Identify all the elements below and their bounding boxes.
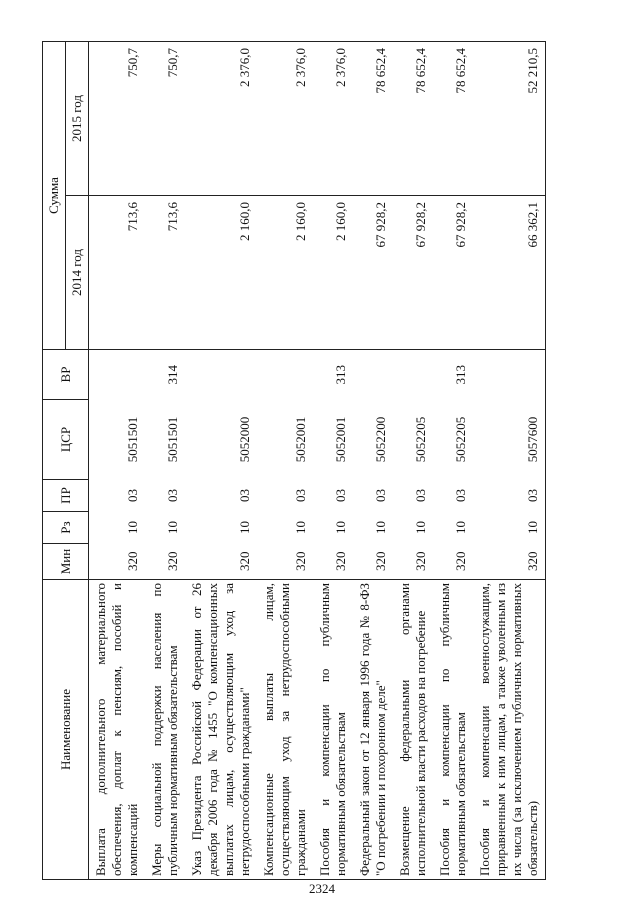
- table-row: [145, 42, 185, 880]
- row-rz: 10: [125, 521, 140, 534]
- table-body: [89, 42, 546, 880]
- row-rz: 10: [413, 521, 428, 534]
- table-row: [313, 42, 353, 880]
- row-vr: [473, 350, 546, 400]
- row-csr: 5052001: [333, 416, 348, 463]
- row-pr: 03: [125, 489, 140, 502]
- row-pr: 03: [293, 489, 308, 502]
- row-sum-2015: 2 376,0: [185, 42, 257, 196]
- rotated-page: [42, 42, 602, 902]
- row-sum-2014: 2 160,0: [313, 196, 353, 350]
- row-sum-2014: 67 928,2: [433, 196, 473, 350]
- row-vr: [257, 350, 313, 400]
- row-csr: 5051501: [165, 416, 180, 463]
- row-sum-2015: 78 652,4: [393, 42, 433, 196]
- row-pr: 03: [333, 489, 348, 502]
- table-row: [353, 42, 393, 880]
- row-vr: 314: [145, 350, 185, 400]
- table-row: [257, 42, 313, 880]
- row-vr: [89, 350, 146, 400]
- row-min: 320: [453, 551, 468, 571]
- row-min: 320: [165, 551, 180, 571]
- row-rz: 10: [165, 521, 180, 534]
- row-name: Меры социальной поддержки населения по публичным нормативным обязательствам: [145, 580, 185, 880]
- row-sum-2015: 750,7: [89, 42, 146, 196]
- row-sum-2015: 52 210,5: [473, 42, 546, 196]
- row-csr: 5052205: [413, 416, 428, 463]
- row-rz: 10: [293, 521, 308, 534]
- row-pr: 03: [165, 489, 180, 502]
- table-header: [43, 42, 89, 880]
- row-min: 320: [473, 544, 546, 580]
- page-number-text: 2324: [309, 881, 335, 897]
- row-min: 320: [333, 551, 348, 571]
- row-sum-2015: 78 652,4: [433, 42, 473, 196]
- row-sum-2014: 66 362,1: [473, 196, 546, 350]
- row-rz: 10: [473, 512, 546, 544]
- row-vr: [393, 350, 433, 400]
- row-name: Возмещение федеральными органами исполнительной власти расходов на погребение: [393, 580, 433, 880]
- row-min: 320: [125, 551, 140, 571]
- row-min: 320: [413, 551, 428, 571]
- row-csr: 5057600: [473, 400, 546, 480]
- header-rz: Рз: [43, 512, 89, 544]
- row-sum-2015: 78 652,4: [353, 42, 393, 196]
- row-min: 320: [237, 551, 252, 571]
- row-pr: 03: [473, 480, 546, 512]
- table-row: [89, 42, 146, 880]
- row-rz: 10: [333, 521, 348, 534]
- row-rz: 10: [373, 521, 388, 534]
- row-name: Пособия и компенсации по публичным нормативным обязательствам: [313, 580, 353, 880]
- row-sum-2014: 2 160,0: [185, 196, 257, 350]
- header-pr: ПР: [43, 480, 89, 512]
- row-name: Указ Президента Российской Федерации от 26 декабря 2006 года № 1455 "О компенсационных выплатах лицам, осуществляющим уход за нетрудоспособными гражданами": [185, 580, 257, 880]
- row-vr: [185, 350, 257, 400]
- row-sum-2015: 2 376,0: [313, 42, 353, 196]
- row-pr: 03: [373, 489, 388, 502]
- header-csr: ЦСР: [43, 400, 89, 480]
- row-pr: 03: [413, 489, 428, 502]
- row-sum-2015: 750,7: [145, 42, 185, 196]
- row-vr: 313: [433, 350, 473, 400]
- header-min: Мин: [43, 544, 89, 580]
- table-row: [473, 42, 546, 880]
- header-summa: Сумма: [43, 42, 66, 350]
- table-row: [185, 42, 257, 880]
- row-rz: 10: [237, 521, 252, 534]
- table-row: [433, 42, 473, 880]
- row-min: 320: [293, 551, 308, 571]
- row-vr: [353, 350, 393, 400]
- row-name: Выплата дополнительного материального обеспечения, доплат к пенсиям, пособий и компенсаций: [89, 580, 146, 880]
- row-min: 320: [373, 551, 388, 571]
- row-csr: 5052001: [293, 416, 308, 463]
- table-row: [393, 42, 433, 880]
- row-sum-2015: 2 376,0: [257, 42, 313, 196]
- header-vr: ВР: [43, 350, 89, 400]
- row-csr: 5051501: [125, 416, 140, 463]
- row-name: Пособия и компенсации по публичным нормативным обязательствам: [433, 580, 473, 880]
- row-name: Компенсационные выплаты лицам, осуществляющим уход за нетрудоспособными гражданами: [257, 580, 313, 880]
- page-number: [42, 877, 602, 902]
- header-year-2015: 2015 год: [66, 42, 89, 196]
- row-csr: 5052200: [373, 416, 388, 463]
- row-sum-2014: 67 928,2: [353, 196, 393, 350]
- row-name: Пособия и компенсации военнослужащим, приравненным к ним лицам, а также уволенным из их числа (за исключением публичных нормативных обязательств): [473, 580, 546, 880]
- row-vr: 313: [313, 350, 353, 400]
- row-sum-2014: 67 928,2: [393, 196, 433, 350]
- row-sum-2014: 713,6: [89, 196, 146, 350]
- row-csr: 5052205: [453, 416, 468, 463]
- budget-table: [42, 41, 546, 880]
- row-pr: 03: [453, 489, 468, 502]
- row-csr: 5052000: [237, 416, 252, 463]
- row-pr: 03: [237, 489, 252, 502]
- header-year-2014: 2014 год: [66, 196, 89, 350]
- row-sum-2014: 2 160,0: [257, 196, 313, 350]
- row-rz: 10: [453, 521, 468, 534]
- row-name: Федеральный закон от 12 января 1996 года № 8-ФЗ "О погребении и похоронном деле": [353, 580, 393, 880]
- header-name: Наименование: [43, 580, 89, 880]
- row-sum-2014: 713,6: [145, 196, 185, 350]
